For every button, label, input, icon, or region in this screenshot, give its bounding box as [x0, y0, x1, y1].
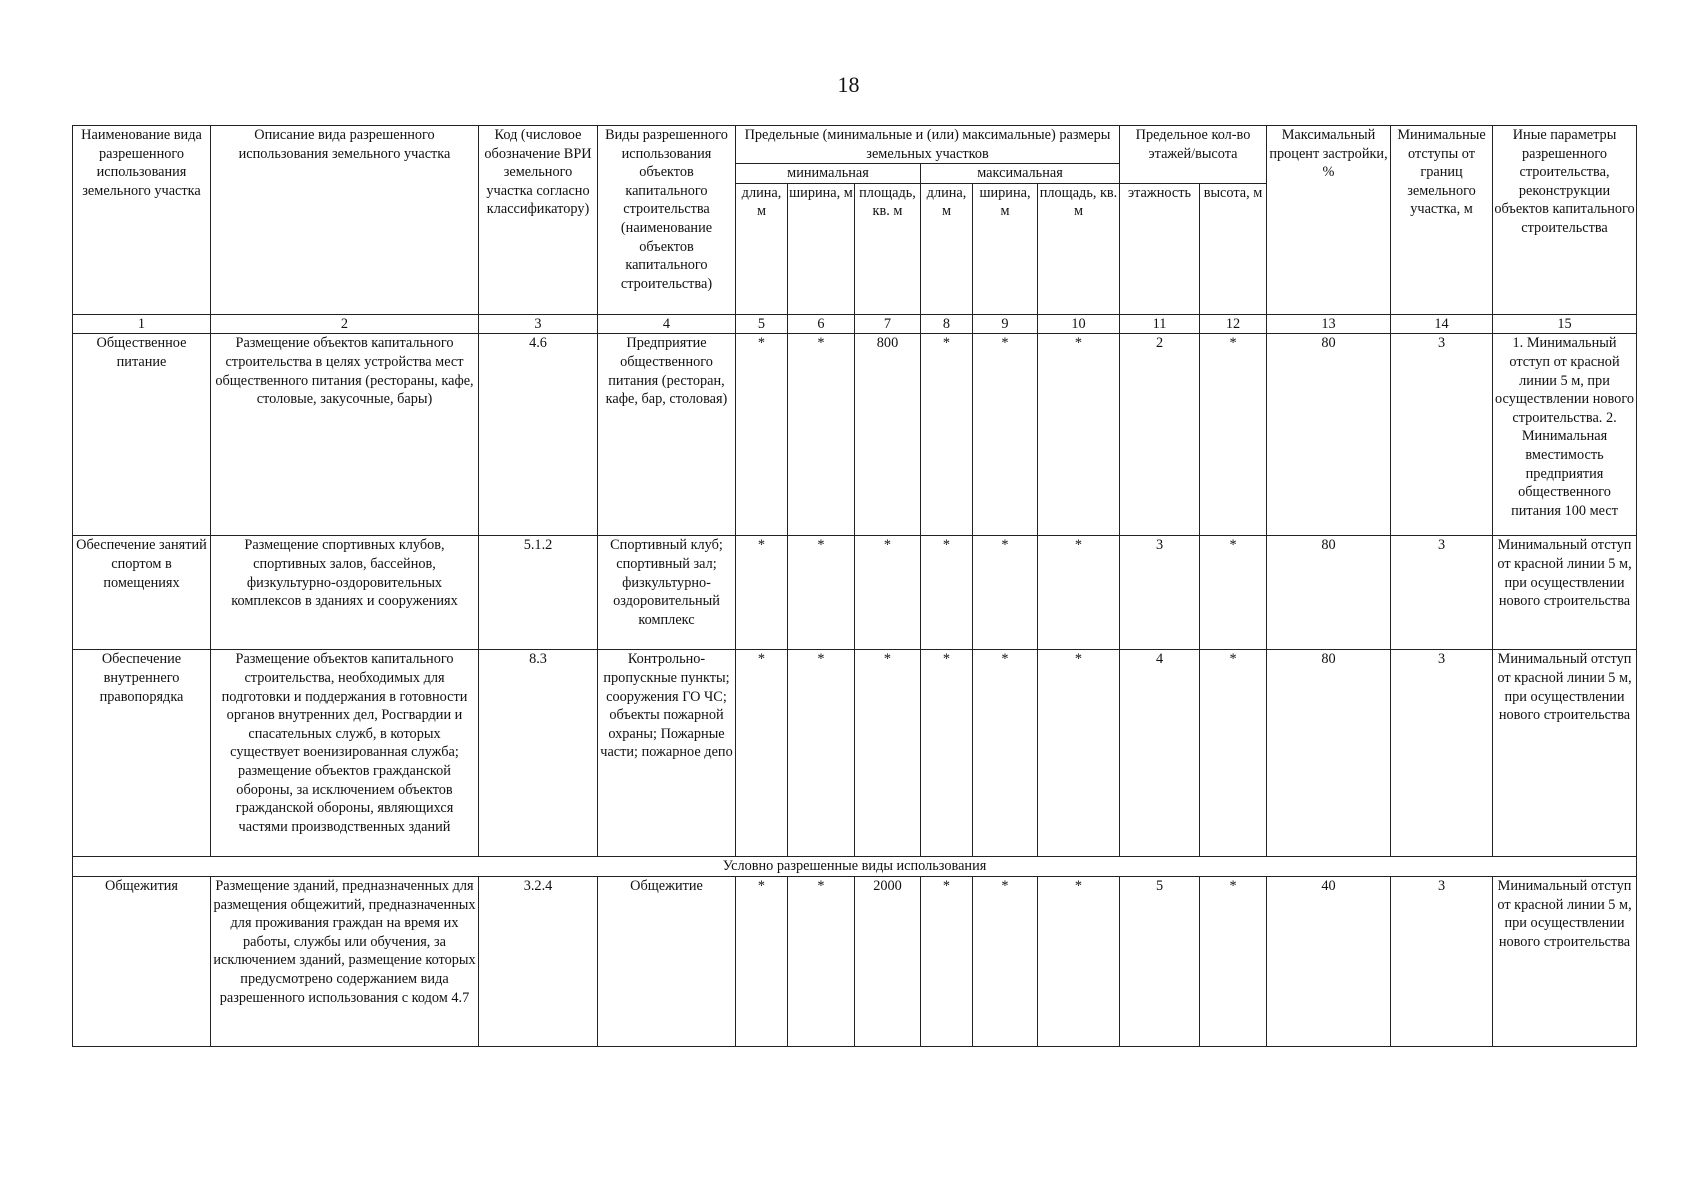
construction-objects: Предприятие общественного питания (ресторан, кафе, бар, столовая)	[598, 334, 736, 536]
header-min-area: площадь, кв. м	[855, 183, 921, 314]
other-parameters: Минимальный отступ от красной линии 5 м, при осуществлении нового строительства	[1493, 536, 1637, 650]
max-area: *	[1038, 876, 1120, 1046]
max-coverage: 40	[1267, 876, 1391, 1046]
header-max-coverage: Максимальный процент застройки, %	[1267, 126, 1391, 315]
header-min-setbacks: Минимальные отступы от границ земельного участка, м	[1391, 126, 1493, 315]
column-number: 7	[855, 314, 921, 334]
min-setback: 3	[1391, 876, 1493, 1046]
column-number: 14	[1391, 314, 1493, 334]
floors: 4	[1120, 650, 1200, 857]
min-width: *	[788, 334, 855, 536]
floors: 5	[1120, 876, 1200, 1046]
column-number: 9	[973, 314, 1038, 334]
header-other-parameters: Иные параметры разрешенного строительства, реконструкции объектов капитального строительства	[1493, 126, 1637, 315]
header-use-description: Описание вида разрешенного использования земельного участка	[211, 126, 479, 315]
use-description: Размещение спортивных клубов, спортивных залов, бассейнов, физкультурно-оздоровительных комплексов в зданиях и сооружениях	[211, 536, 479, 650]
construction-objects: Контрольно-пропускные пункты; сооружения ГО ЧС; объекты пожарной охраны; Пожарные части; пожарное депо	[598, 650, 736, 857]
min-length: *	[736, 876, 788, 1046]
column-number: 6	[788, 314, 855, 334]
column-number: 3	[479, 314, 598, 334]
use-description: Размещение зданий, предназначенных для размещения общежитий, предназначенных для проживания граждан на время их работы, службы или обучения, за исключением зданий, размещение которых предусмотрено содержанием вида разрешенного использования с кодом 4.7	[211, 876, 479, 1046]
table-row	[73, 876, 1637, 1046]
max-length: *	[921, 334, 973, 536]
other-parameters: Минимальный отступ от красной линии 5 м, при осуществлении нового строительства	[1493, 650, 1637, 857]
use-code: 5.1.2	[479, 536, 598, 650]
construction-objects: Общежитие	[598, 876, 736, 1046]
other-parameters: 1. Минимальный отступ от красной линии 5 м, при осуществлении нового строительства. 2. Минимальная вместимость предприятия общественного питания 100 мест	[1493, 334, 1637, 536]
max-width: *	[973, 334, 1038, 536]
header-maximum-group: максимальная	[921, 164, 1120, 184]
column-number: 4	[598, 314, 736, 334]
other-parameters: Минимальный отступ от красной линии 5 м, при осуществлении нового строительства	[1493, 876, 1637, 1046]
header-use-code: Код (числовое обозначение ВРИ земельного участка согласно классификатору)	[479, 126, 598, 315]
max-width: *	[973, 536, 1038, 650]
min-setback: 3	[1391, 536, 1493, 650]
min-length: *	[736, 334, 788, 536]
max-length: *	[921, 650, 973, 857]
column-number: 15	[1493, 314, 1637, 334]
max-coverage: 80	[1267, 650, 1391, 857]
use-code: 8.3	[479, 650, 598, 857]
page-number: 18	[837, 72, 860, 97]
use-name: Обеспечение занятий спортом в помещениях	[73, 536, 211, 650]
min-area: *	[855, 536, 921, 650]
column-number: 2	[211, 314, 479, 334]
min-length: *	[736, 650, 788, 857]
min-area: 800	[855, 334, 921, 536]
column-number: 5	[736, 314, 788, 334]
min-setback: 3	[1391, 650, 1493, 857]
column-number: 11	[1120, 314, 1200, 334]
min-width: *	[788, 876, 855, 1046]
header-min-length: длина, м	[736, 183, 788, 314]
use-code: 4.6	[479, 334, 598, 536]
column-numbers-row	[73, 314, 1637, 334]
max-area: *	[1038, 650, 1120, 857]
table-row	[73, 334, 1637, 536]
min-width: *	[788, 650, 855, 857]
height: *	[1200, 536, 1267, 650]
header-height: высота, м	[1200, 183, 1267, 314]
use-name: Обеспечение внутреннего правопорядка	[73, 650, 211, 857]
table-row	[73, 536, 1637, 650]
header-floors: этажность	[1120, 183, 1200, 314]
column-number: 1	[73, 314, 211, 334]
use-description: Размещение объектов капитального строительства в целях устройства мест общественного питания (рестораны, кафе, столовые, закусочные, бары)	[211, 334, 479, 536]
height: *	[1200, 334, 1267, 536]
height: *	[1200, 876, 1267, 1046]
min-area: 2000	[855, 876, 921, 1046]
header-permitted-use-name: Наименование вида разрешенного использования земельного участка	[73, 126, 211, 315]
max-coverage: 80	[1267, 334, 1391, 536]
header-min-width: ширина, м	[788, 183, 855, 314]
header-max-length: длина, м	[921, 183, 973, 314]
section-title-conditional-uses: Условно разрешенные виды использования	[73, 857, 1637, 877]
min-width: *	[788, 536, 855, 650]
min-area: *	[855, 650, 921, 857]
height: *	[1200, 650, 1267, 857]
column-number: 10	[1038, 314, 1120, 334]
max-length: *	[921, 536, 973, 650]
header-max-width: ширина, м	[973, 183, 1038, 314]
max-area: *	[1038, 536, 1120, 650]
construction-objects: Спортивный клуб; спортивный зал; физкультурно-оздоровительный комплекс	[598, 536, 736, 650]
max-area: *	[1038, 334, 1120, 536]
floors: 3	[1120, 536, 1200, 650]
zoning-table	[72, 125, 1637, 1047]
use-name: Общественное питание	[73, 334, 211, 536]
use-name: Общежития	[73, 876, 211, 1046]
max-length: *	[921, 876, 973, 1046]
min-length: *	[736, 536, 788, 650]
use-description: Размещение объектов капитального строительства, необходимых для подготовки и поддержания в готовности органов внутренних дел, Росгвардии и спасательных служб, в которых существует военизированная служба; размещение объектов гражданской обороны, за исключением объектов гражданской обороны, являющихся частями производственных зданий	[211, 650, 479, 857]
header-minimum-group: минимальная	[736, 164, 921, 184]
max-coverage: 80	[1267, 536, 1391, 650]
header-max-area: площадь, кв. м	[1038, 183, 1120, 314]
table-row	[73, 650, 1637, 857]
header-floors-height-limits: Предельное кол-во этажей/высота	[1120, 126, 1267, 184]
column-number: 12	[1200, 314, 1267, 334]
max-width: *	[973, 876, 1038, 1046]
max-width: *	[973, 650, 1038, 857]
use-code: 3.2.4	[479, 876, 598, 1046]
header-construction-object-types: Виды разрешенного использования объектов капитального строительства (наименование объектов капитального строительства)	[598, 126, 736, 315]
min-setback: 3	[1391, 334, 1493, 536]
column-number: 13	[1267, 314, 1391, 334]
header-plot-size-limits: Предельные (минимальные и (или) максимальные) размеры земельных участков	[736, 126, 1120, 164]
floors: 2	[1120, 334, 1200, 536]
column-number: 8	[921, 314, 973, 334]
